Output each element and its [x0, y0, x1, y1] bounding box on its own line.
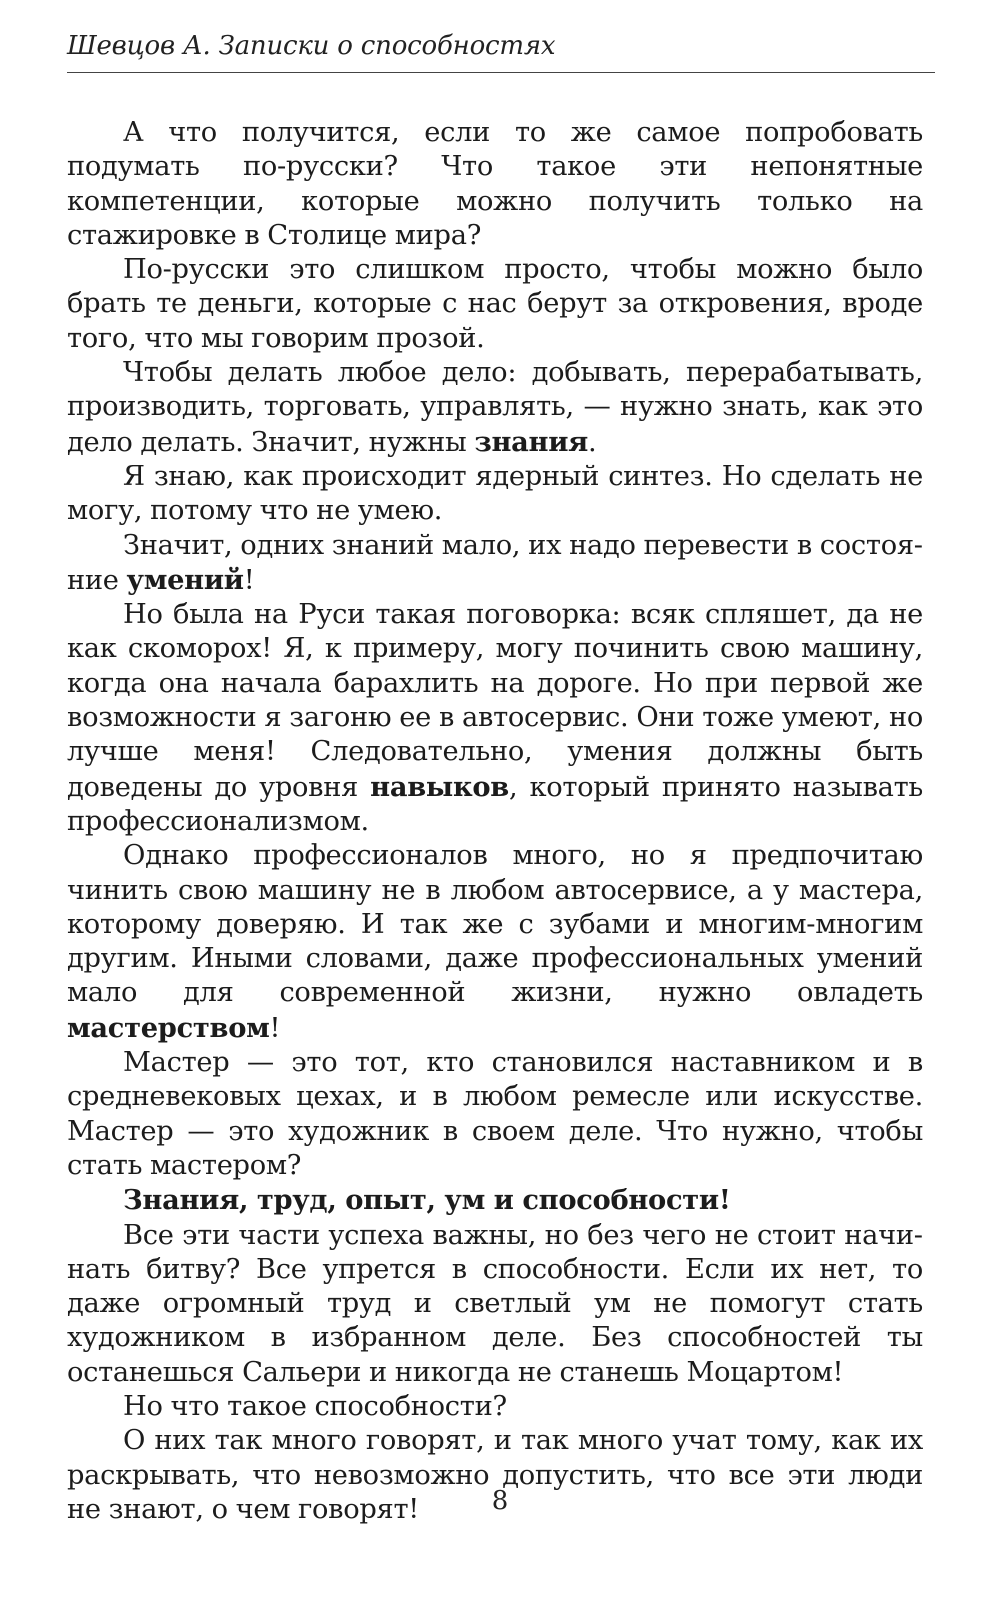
term-skills: умений: [126, 563, 244, 596]
running-title: Шевцов А. Записки о способностях: [67, 31, 556, 61]
header-rule: [67, 72, 935, 73]
paragraph-3: [67, 356, 923, 460]
body-text: [67, 116, 923, 1527]
paragraph-7: [67, 839, 923, 1046]
paragraph-2: По-русски это слишком просто, чтобы можно было брать те деньги, которые с нас берут за откровения, вроде того, что мы говорим прозой.: [67, 254, 923, 354]
paragraph-11: Но что такое способности?: [123, 1390, 507, 1422]
paragraph-4: Я знаю, как происходит ядерный синтез. Но сделать не могу, потому что не умею.: [67, 460, 923, 527]
key-statement: Знания, труд, опыт, ум и способности!: [123, 1184, 731, 1217]
paragraph-5: [67, 529, 923, 599]
paragraph-1: А что получится, если то же самое попробовать подумать по-русски? Что такое эти непонятные компетенции, которые можно получить только на стажировке в Столице мира?: [67, 117, 923, 251]
paragraph-8: Мастер — это тот, кто становился наставником и в средневековых цехах, и в любом ремесле или искусстве. Мастер — это художник в своем деле. Что нужно, чтобы стать мастером?: [67, 1047, 923, 1181]
paragraph-12: О них так много говорят, и так много учат тому, как их раскрывать, что невозможно допустить, что все эти люди не знают, о чем говорят!: [67, 1425, 923, 1525]
term-knowledge: знания: [474, 425, 589, 458]
paragraph-5-end: !: [243, 564, 255, 596]
term-mastery: мастерством: [67, 1011, 270, 1044]
paragraph-6: [67, 598, 923, 839]
paragraph-10: Все эти части успеха важны, но без чего не стоит начинать битву? Все упрется в способности. Если их нет, то даже огромный труд и светлый ум не помогут стать художником в избранном деле. Без способностей ты останешься Сальери и никогда не станешь Моцартом!: [67, 1219, 923, 1388]
paragraph-5-text: Значит, одних знаний мало, их надо перевести в состояние: [67, 529, 923, 596]
paragraph-3-end: .: [588, 426, 597, 458]
page-number: 8: [491, 1486, 509, 1516]
paragraph-9: [67, 1183, 923, 1218]
paragraph-7-end: !: [269, 1012, 281, 1044]
paragraph-7-text: Однако профессионалов много, но я предпочитаю чинить свою машину не в любом автосервисе, а у мастера, которому доверяю. И так же с зубами и многим-многим другим. Иными словами, даже профессиональных умений мало для современной жизни, нужно овладеть: [67, 840, 923, 1009]
paragraph-3-text: Чтобы делать любое дело: добывать, перерабатывать, производить, торговать, управлять, — нужно знать, как это дело делать. Значит, нужны: [67, 357, 923, 458]
term-habits: навыков: [370, 770, 509, 803]
paragraph-6-end: , который принято называть профессионализмом.: [67, 771, 923, 837]
paragraph-6-text: Но была на Руси такая поговорка: всяк спляшет, да не как скоморох! Я, к примеру, могу починить свою машину, когда она начала барахлить на дороге. Но при первой же возможности я загоню ее в автосервис. Они тоже умеют, но лучше меня! Следовательно, умения должны быть доведены до уровня: [67, 599, 923, 803]
